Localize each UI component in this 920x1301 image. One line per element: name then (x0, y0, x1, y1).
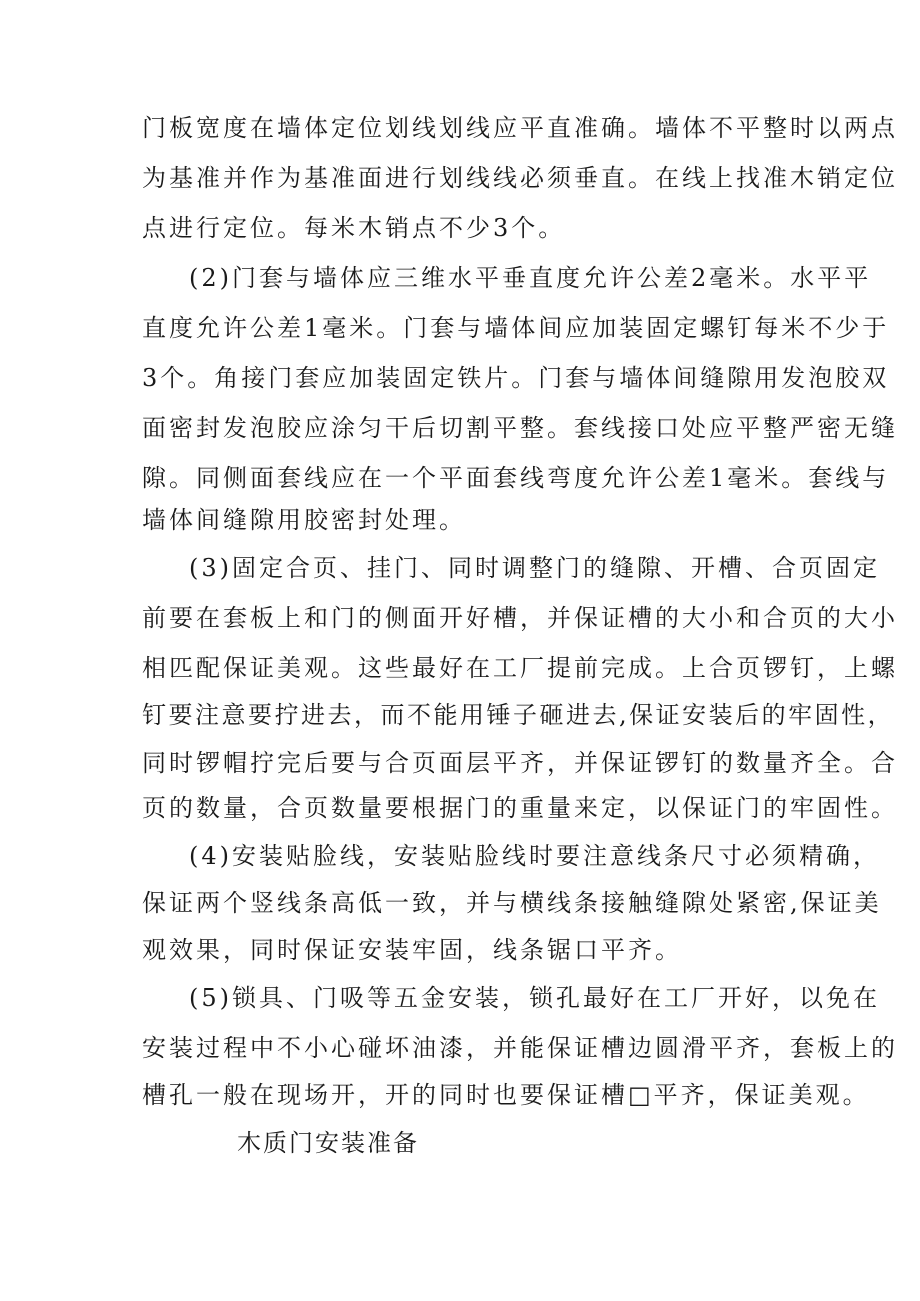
paragraph-4-line-1: (4)安装贴脸线，安装贴脸线时要注意线条尺寸必须精确， (189, 842, 880, 870)
paragraph-2-line-1: (2)门套与墙体应三维水平垂直度允许公差2毫米。水平平 (189, 264, 872, 292)
paragraph-2-line-5: 隙。同侧面套线应在一个平面套线弯度允许公差1毫米。套线与 (142, 464, 890, 492)
paragraph-1-line-1: 门板宽度在墙体定位划线划线应平直准确。墙体不平整时以两点 (142, 114, 898, 142)
paragraph-3-line-2: 前要在套板上和门的侧面开好槽，并保证槽的大小和合页的大小 (142, 604, 898, 632)
paragraph-3-line-1: (3)固定合页、挂门、同时调整门的缝隙、开槽、合页固定 (189, 554, 880, 582)
paragraph-3-line-6: 页的数量，合页数量要根据门的重量来定，以保证门的牢固性。 (142, 794, 898, 822)
section-heading: 木质门安装准备 (237, 1129, 419, 1157)
paragraph-2-line-3: 3个。角接门套应加装固定铁片。门套与墙体间缝隙用发泡胶双 (142, 364, 890, 392)
paragraph-1-line-3: 点进行定位。每米木销点不少3个。 (142, 214, 566, 242)
paragraph-5-line-3: 槽孔一般在现场开，开的同时也要保证槽□平齐，保证美观。 (142, 1081, 870, 1109)
paragraph-5-line-1: (5)锁具、门吸等五金安装，锁孔最好在工厂开好，以免在 (189, 984, 880, 1012)
paragraph-2-line-4: 面密封发泡胶应涂匀干后切割平整。套线接口处应平整严密无缝 (142, 414, 898, 442)
paragraph-2-line-6: 墙体间缝隙用胶密封处理。 (142, 506, 466, 534)
paragraph-3-line-3: 相匹配保证美观。这些最好在工厂提前完成。上合页锣钉，上螺 (142, 654, 898, 682)
paragraph-4-line-2: 保证两个竖线条高低一致，并与横线条接触缝隙处紧密,保证美 (142, 889, 882, 917)
paragraph-2-line-2: 直度允许公差1毫米。门套与墙体间应加装固定螺钉每米不少于 (142, 314, 890, 342)
paragraph-4-line-3: 观效果，同时保证安装牢固，线条锯口平齐。 (142, 936, 682, 964)
paragraph-3-line-5: 同时锣帽拧完后要与合页面层平齐，并保证锣钉的数量齐全。合 (142, 749, 898, 777)
paragraph-1-line-2: 为基准并作为基准面进行划线线必须垂直。在线上找准木销定位 (142, 164, 898, 192)
paragraph-5-line-2: 安装过程中不小心碰坏油漆，并能保证槽边圆滑平齐，套板上的 (142, 1034, 898, 1062)
paragraph-3-line-4: 钉要注意要拧进去，而不能用锤子砸进去,保证安装后的牢固性， (142, 701, 895, 729)
